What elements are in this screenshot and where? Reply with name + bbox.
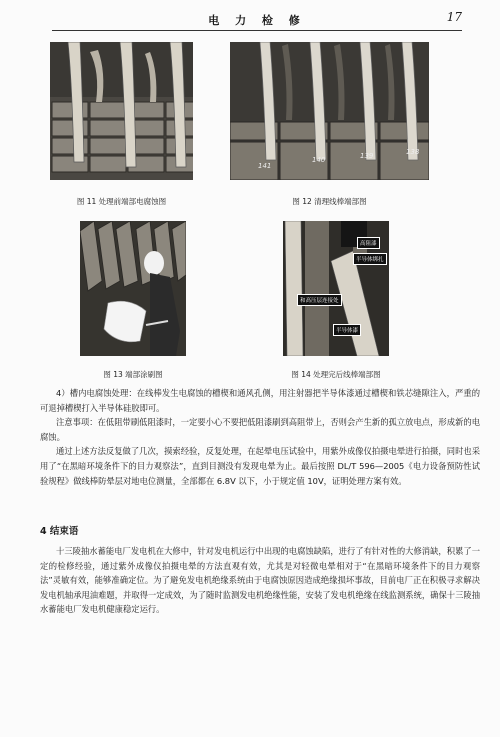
body-text	[40, 386, 480, 488]
running-header	[52, 10, 462, 31]
bar-number-141: 141	[258, 162, 272, 170]
figure-12-caption: 图 12 清理线棒端部图	[292, 197, 367, 206]
cleaned-bar-ends-image	[230, 42, 429, 180]
figure-13-photo	[80, 221, 186, 356]
paragraph-slot-corrosion: 4）槽内电腐蚀处理：在线棒发生电腐蚀的槽楔和通风孔侧，用注射器把半导体漆通过槽楔和铁芯缝隙注入，严重的可退掉槽楔打入半导体硅胶即可。	[40, 388, 480, 413]
figure-13-caption: 图 13 端部涂刷图	[103, 370, 163, 379]
figure-11-photo	[50, 42, 193, 180]
bar-number-138: 138	[406, 148, 420, 156]
stator-end-winding-image	[50, 42, 193, 180]
label-high-resistance-paint: 高阻漆	[357, 237, 380, 249]
page-number: 17	[446, 10, 462, 24]
bar-number-139: 139	[360, 152, 374, 160]
figure-11-caption: 图 11 处理前端部电腐蚀图	[76, 197, 167, 206]
journal-title: 电 力 检 修	[208, 14, 306, 27]
label-hv-pressure-layer-joint: 和高压层连接处	[297, 294, 342, 306]
label-semiconductor-paint: 半导体漆	[333, 324, 361, 336]
end-painting-image	[80, 221, 186, 356]
bar-number-140: 140	[312, 156, 326, 164]
figure-14-caption: 图 14 处理完后线棒端部图	[291, 370, 381, 379]
figure-14-photo	[283, 221, 389, 356]
paragraph-results: 通过上述方法反复做了几次，摸索经验，反复处理，在起晕电压试验中，用紫外成像仪拍摄电晕进行拍摄，同时也采用了“在黑暗环境条件下的目力观察法”，直到目测没有发现电晕为止。最后按照 DL/T 596—2005《电力设备预防性试验规程》做线棒防晕层对地电位测量，全部都在 6.8V 以下，小于规定值 10V，证明处理方案有效。	[40, 446, 480, 486]
section-heading-conclusion: 4 结束语	[40, 526, 79, 537]
paragraph-conclusion: 十三陵抽水蓄能电厂发电机在大修中，针对发电机运行中出现的电腐蚀缺陷，进行了有针对性的大修消缺，积累了一定的检修经验，通过紫外成像仪拍摄电晕的方法直观有效，尤其是对轻微电晕相对于“在黑暗环境条件下的目力观察法”灵敏有效，能够准确定位。为了避免发电机绝缘系统由于电腐蚀原因造成绝缘损坏事故，目前电厂正在积极寻求解决发电机轴承甩油难题，并取得一定成效，为了随时监测发电机绝缘性能，安装了发电机绝缘在线监测系统，确保十三陵抽水蓄能电厂发电机健康稳定运行。	[40, 546, 480, 615]
conclusion-text	[40, 544, 480, 617]
figure-12-photo	[230, 42, 429, 180]
label-semiconductor-binding: 半导体绑扎	[353, 253, 387, 265]
paragraph-precautions: 注意事项：在低阻带刷低阻漆时，一定要小心不要把低阻漆刷到高阻带上，否则会产生新的孤立放电点，形成新的电腐蚀。	[40, 417, 480, 442]
